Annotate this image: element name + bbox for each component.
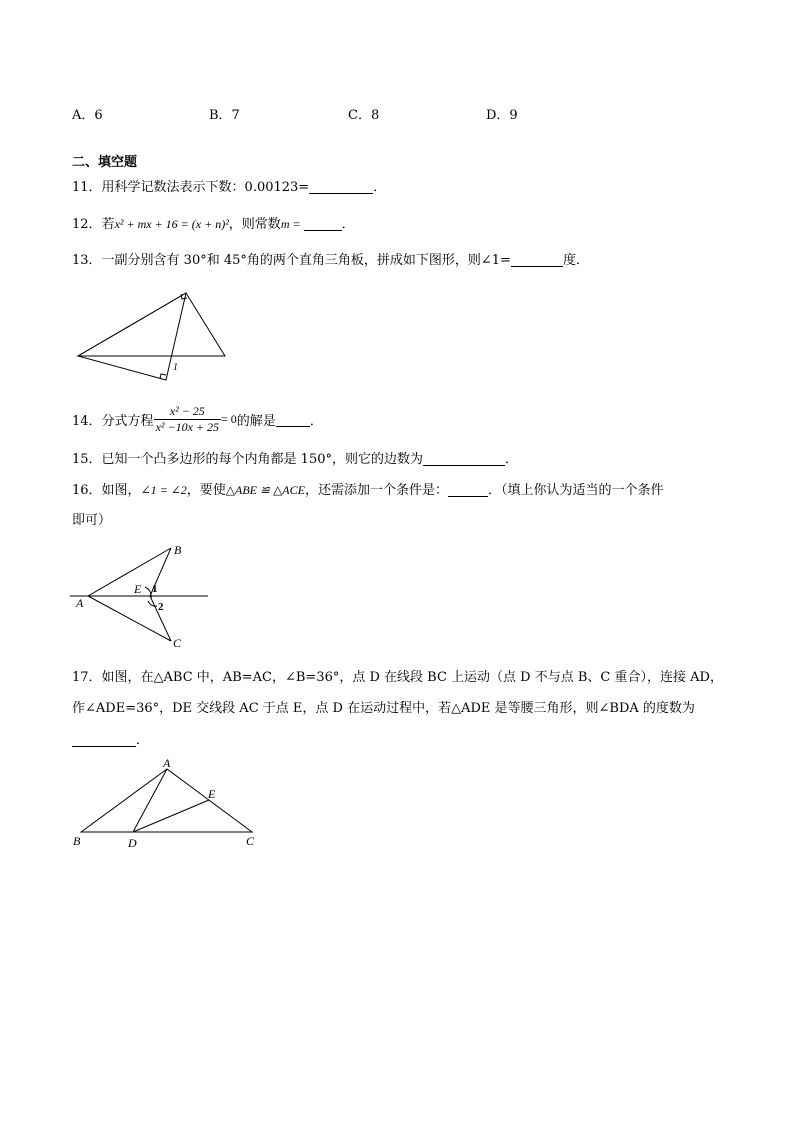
question-text: 一副分别含有 30°和 45°角的两个直角三角板，拼成如下图形，则∠1=	[101, 253, 511, 268]
question-12	[72, 213, 355, 232]
question-text: 已知一个凸多边形的每个内角都是 150°，则它的边数为	[101, 452, 423, 467]
question-16-line2: 即可）	[72, 513, 112, 528]
question-15	[72, 448, 518, 467]
question-end: ．	[341, 217, 355, 232]
question-13	[72, 249, 589, 268]
label-a: A	[163, 756, 171, 770]
answer-blank	[72, 732, 136, 747]
answer-blank	[276, 412, 310, 427]
question-number: 15．	[72, 452, 102, 467]
question-end: ．	[373, 180, 387, 195]
question-number: 14．	[72, 413, 102, 429]
angle-equation: ∠1 = ∠2	[140, 483, 187, 497]
label-e: E	[134, 582, 142, 596]
label-d: D	[128, 836, 137, 850]
triangle-boards-figure	[70, 285, 240, 390]
option-a: A．6	[72, 108, 103, 123]
answer-blank	[511, 252, 563, 267]
denominator: x² −10x + 25	[155, 419, 220, 434]
question-16	[72, 479, 664, 498]
question-end: ．	[309, 413, 323, 429]
option-b: B．7	[209, 108, 240, 123]
option-c: C．8	[348, 108, 380, 123]
angle-1-label: 1	[152, 583, 158, 595]
question-text: 如图，在△ABC 中，AB=AC，∠B=36°，点 D 在线段 BC 上运动（点 D 不与点 B、C 重合），连接 AD，	[101, 670, 723, 685]
fraction	[154, 404, 221, 435]
question-number: 11．	[72, 180, 102, 195]
question-end: ．	[136, 733, 150, 748]
question-text: 分式方程	[101, 413, 154, 429]
question-end: 度．	[562, 253, 589, 268]
section-title: 二、填空题	[72, 155, 138, 170]
label-a: A	[76, 596, 84, 610]
question-text: 如图，	[101, 483, 141, 498]
question-17-line2: 作∠ADE=36°，DE 交线段 AC 于点 E，点 D 在运动过程中，若△ADE 是等腰三角形，则∠BDA 的度数为	[72, 701, 695, 716]
question-text-post: 的解是	[236, 413, 276, 429]
question-number: 12．	[72, 217, 102, 232]
question-17	[72, 666, 723, 685]
angle-1-label: 1	[173, 362, 178, 373]
isosceles-triangle-figure	[70, 755, 270, 855]
question-17-line3	[72, 729, 149, 748]
question-11	[72, 176, 386, 195]
answer-blank	[423, 451, 505, 466]
question-text-c: ，还需添加一个条件是：	[304, 483, 448, 498]
question-text-mid: ，则常数	[228, 217, 281, 232]
variable: m	[280, 217, 290, 231]
question-number: 16．	[72, 483, 102, 498]
answer-blank	[448, 482, 488, 497]
question-end: ．	[505, 452, 519, 467]
label-b: B	[73, 834, 81, 848]
angle-bisector-figure	[70, 540, 220, 652]
equation-rhs: = 0	[221, 411, 237, 426]
option-d: D．9	[486, 108, 518, 123]
numerator: x² − 25	[154, 404, 221, 420]
question-text-b: ，要使	[186, 483, 226, 498]
question-number: 17．	[72, 670, 102, 685]
angle-2-label: 2	[158, 601, 164, 613]
question-text: 若	[101, 217, 115, 232]
congruence-statement: △ABE ≌ △ACE	[225, 483, 305, 497]
answer-blank	[309, 179, 373, 194]
question-number: 13．	[72, 253, 102, 268]
equation: x² + mx + 16 = (x + n)²	[114, 217, 229, 231]
label-e: E	[208, 787, 216, 801]
label-b: B	[174, 543, 182, 557]
question-14	[72, 402, 323, 436]
label-c: C	[246, 834, 255, 848]
question-text-d: ．（填上你认为适当的一个条件	[487, 483, 664, 498]
question-text: 用科学记数法表示下数：0.00123=	[101, 180, 310, 195]
label-c: C	[173, 636, 182, 650]
answer-blank	[304, 216, 342, 231]
equals-sign: =	[289, 217, 304, 231]
